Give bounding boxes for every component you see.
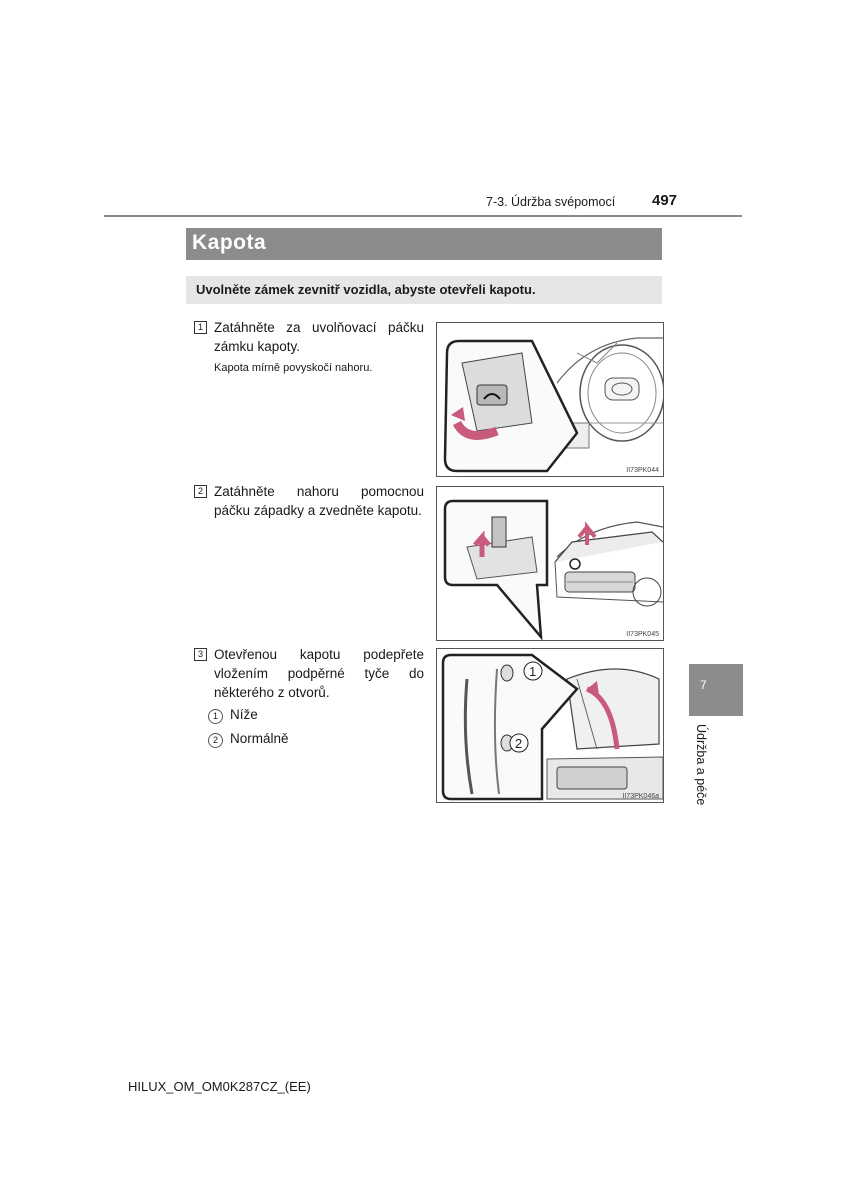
step-1-marker: 1 [194, 321, 207, 334]
figure-hood-latch [436, 486, 664, 641]
figure-3-code: II73PK046a [622, 793, 659, 800]
figure-2-code: II73PK045 [626, 631, 659, 638]
hood-latch-illustration [437, 487, 663, 640]
step-2-text: Zatáhněte nahoru pomocnou páčku západky a zvedněte kapotu. [214, 484, 424, 518]
step-1-note: Kapota mírně povyskočí nahoru. [214, 362, 373, 374]
chapter-tab [689, 664, 743, 716]
figure-hood-support-rod [436, 648, 664, 803]
svg-text:2: 2 [515, 736, 523, 751]
chapter-label: Údržba a péče [694, 724, 708, 806]
footer-code: HILUX_OM_OM0K287CZ_(EE) [128, 1079, 311, 1094]
figure-1-code: II73PK044 [626, 467, 659, 474]
section-label: 7-3. Údržba svépomocí [486, 195, 616, 209]
figure-hood-release-lever [436, 322, 664, 477]
step-3-text: Otevřenou kapotu podepřete vložením podpěrné tyče do některého z otvorů. [214, 647, 424, 700]
item-1-marker: 1 [208, 709, 223, 724]
page-title: Kapota [192, 231, 267, 254]
item-2-marker: 2 [208, 733, 223, 748]
step-2-marker: 2 [194, 485, 207, 498]
step-1-text: Zatáhněte za uvolňovací páčku zámku kapoty. [214, 320, 424, 354]
item-2-label: Normálně [230, 731, 289, 746]
step-3-marker: 3 [194, 648, 207, 661]
page-number: 497 [652, 192, 678, 209]
hood-release-lever-illustration [437, 323, 663, 476]
header-divider [104, 215, 742, 217]
subheading: Uvolněte zámek zevnitř vozidla, abyste otevřeli kapotu. [196, 282, 536, 297]
chapter-number: 7 [700, 678, 707, 692]
svg-text:1: 1 [529, 664, 537, 679]
hood-support-rod-illustration [437, 649, 663, 802]
item-1-label: Níže [230, 707, 258, 722]
